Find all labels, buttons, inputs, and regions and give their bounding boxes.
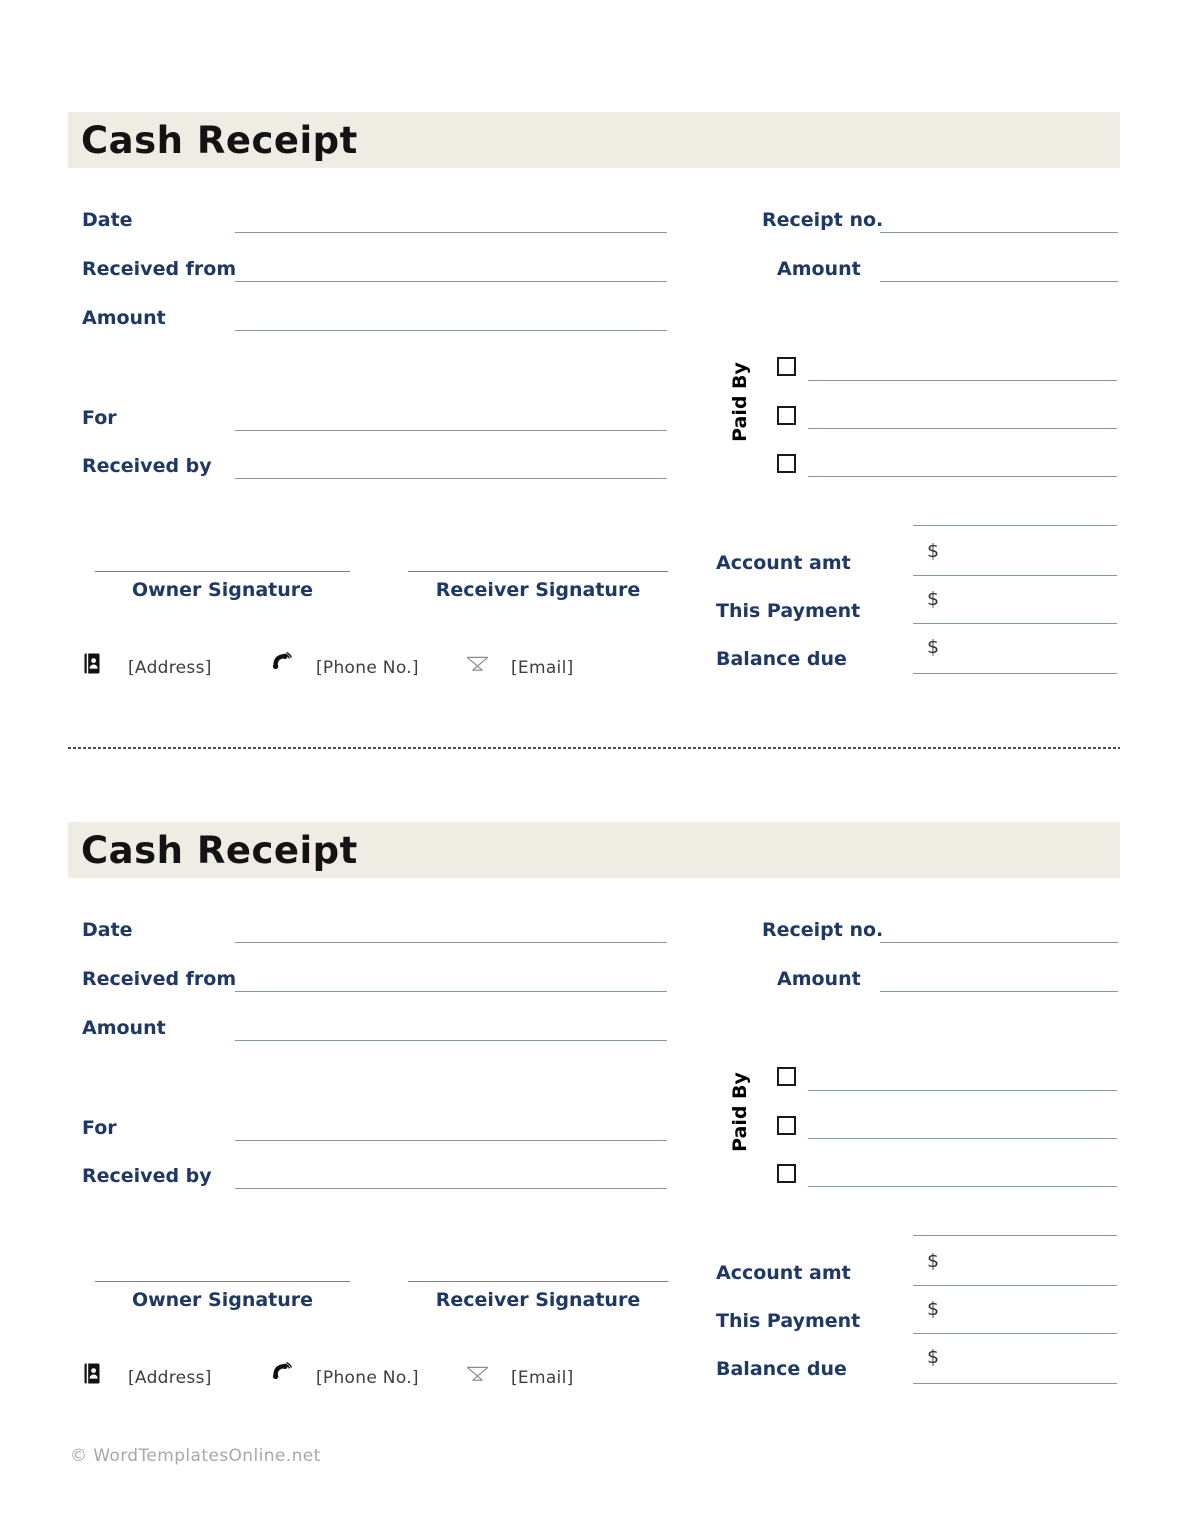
address-placeholder: [Address] (128, 658, 212, 678)
for-line (235, 1140, 667, 1141)
account-amt-currency: $ (927, 1250, 940, 1272)
amount-right-label: Amount (777, 258, 861, 280)
email-placeholder: [Email] (511, 658, 574, 678)
paid-by-checkbox-2[interactable] (777, 1116, 796, 1135)
receipt-header-band (68, 822, 1120, 878)
date-label: Date (82, 209, 133, 231)
account-amt-currency: $ (927, 540, 940, 562)
receiver-signature-line (408, 1281, 668, 1282)
account-amt-line (913, 1285, 1117, 1286)
this-payment-label: This Payment (716, 1310, 861, 1332)
received-from-line (235, 281, 667, 282)
balance-due-label: Balance due (716, 648, 847, 670)
paid-by-line-3 (808, 1186, 1117, 1187)
receipt-no-line (880, 232, 1118, 233)
amount-right-line (880, 991, 1118, 992)
owner-signature-line (95, 571, 350, 572)
this-payment-currency: $ (927, 588, 940, 610)
tear-off-dashed-divider (68, 747, 1120, 749)
contact-card-icon (84, 653, 100, 678)
receipt-title: Cash Receipt (81, 829, 358, 872)
address-placeholder: [Address] (128, 1368, 212, 1388)
account-line-top (913, 525, 1117, 526)
received-from-line (235, 991, 667, 992)
received-by-line (235, 478, 667, 479)
amount-label: Amount (82, 307, 166, 329)
cash-receipt-form (68, 822, 1120, 1462)
paid-by-line-2 (808, 1138, 1117, 1139)
balance-due-label: Balance due (716, 1358, 847, 1380)
paid-by-checkbox-2[interactable] (777, 406, 796, 425)
amount-right-line (880, 281, 1118, 282)
cash-receipt-form (68, 112, 1120, 752)
received-by-label: Received by (82, 455, 212, 477)
paid-by-line-1 (808, 1090, 1117, 1091)
received-by-label: Received by (82, 1165, 212, 1187)
this-payment-label: This Payment (716, 600, 861, 622)
contact-card-icon (84, 1363, 100, 1388)
amount-line (235, 1040, 667, 1041)
balance-due-currency: $ (927, 636, 940, 658)
amount-label: Amount (82, 1017, 166, 1039)
paid-by-checkbox-1[interactable] (777, 1067, 796, 1086)
receipt-title: Cash Receipt (81, 119, 358, 162)
receiver-signature-label: Receiver Signature (435, 1289, 641, 1311)
date-label: Date (82, 919, 133, 941)
balance-due-line (913, 673, 1117, 674)
account-amt-label: Account amt (716, 552, 851, 574)
email-icon (466, 1366, 489, 1386)
this-payment-line (913, 1333, 1117, 1334)
paid-by-label: Paid By (729, 362, 751, 442)
phone-icon (271, 652, 292, 677)
received-by-line (235, 1188, 667, 1189)
footer-copyright: © WordTemplatesOnline.net (70, 1446, 321, 1466)
for-label: For (82, 407, 117, 429)
paid-by-checkbox-3[interactable] (777, 454, 796, 473)
owner-signature-line (95, 1281, 350, 1282)
this-payment-currency: $ (927, 1298, 940, 1320)
phone-placeholder: [Phone No.] (316, 658, 419, 678)
account-amt-line (913, 575, 1117, 576)
paid-by-checkbox-3[interactable] (777, 1164, 796, 1183)
email-icon (466, 656, 489, 676)
account-amt-label: Account amt (716, 1262, 851, 1284)
phone-placeholder: [Phone No.] (316, 1368, 419, 1388)
amount-line (235, 330, 667, 331)
for-line (235, 430, 667, 431)
for-label: For (82, 1117, 117, 1139)
receipt-no-label: Receipt no. (762, 919, 884, 941)
paid-by-label: Paid By (729, 1072, 751, 1152)
date-line (235, 942, 667, 943)
received-from-label: Received from (82, 968, 237, 990)
email-placeholder: [Email] (511, 1368, 574, 1388)
receipt-no-line (880, 942, 1118, 943)
balance-due-currency: $ (927, 1346, 940, 1368)
amount-right-label: Amount (777, 968, 861, 990)
owner-signature-label: Owner Signature (131, 1289, 314, 1311)
paid-by-line-2 (808, 428, 1117, 429)
receiver-signature-line (408, 571, 668, 572)
received-from-label: Received from (82, 258, 237, 280)
paid-by-line-3 (808, 476, 1117, 477)
receipt-header-band (68, 112, 1120, 168)
phone-icon (271, 1362, 292, 1387)
paid-by-checkbox-1[interactable] (777, 357, 796, 376)
paid-by-line-1 (808, 380, 1117, 381)
date-line (235, 232, 667, 233)
receipt-no-label: Receipt no. (762, 209, 884, 231)
owner-signature-label: Owner Signature (131, 579, 314, 601)
account-line-top (913, 1235, 1117, 1236)
receiver-signature-label: Receiver Signature (435, 579, 641, 601)
this-payment-line (913, 623, 1117, 624)
balance-due-line (913, 1383, 1117, 1384)
